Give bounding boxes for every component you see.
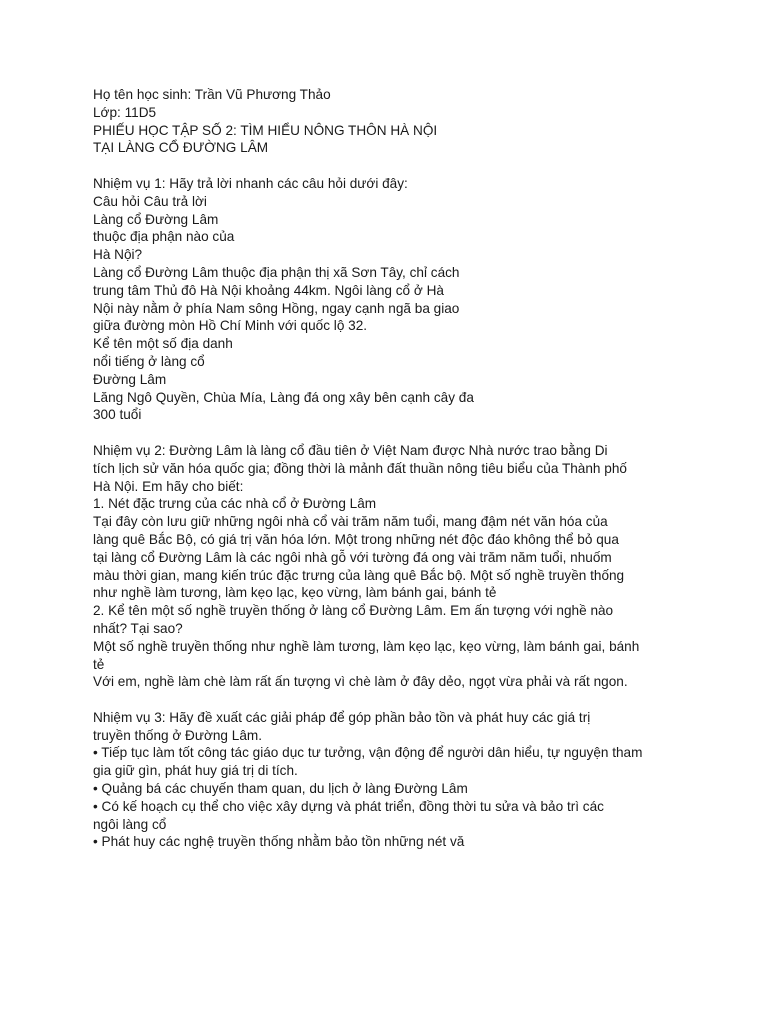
task-3-line: • Tiếp tục làm tốt công tác giáo dục tư tưởng, vận động để người dân hiểu, tự nguyện tham bbox=[93, 745, 643, 761]
task-2-line: Nhiệm vụ 2: Đường Lâm là làng cổ đầu tiên ở Việt Nam được Nhà nước trao bằng Di bbox=[93, 442, 608, 458]
task-1-line: Nội này nằm ở phía Nam sông Hồng, ngay cạnh ngã ba giao bbox=[93, 300, 460, 316]
task-2-line: 1. Nét đặc trưng của các nhà cổ ở Đường Lâm bbox=[93, 496, 377, 512]
task-2-line: Tại đây còn lưu giữ những ngôi nhà cổ vài trăm năm tuổi, mang đậm nét văn hóa của bbox=[93, 514, 608, 530]
task-2-line: làng quê Bắc Bộ, có giá trị văn hóa lớn. Một trong những nét độc đáo không thể bỏ qua bbox=[93, 531, 619, 547]
task-2-line: tích lịch sử văn hóa quốc gia; đồng thời là mảnh đất thuần nông tiêu biểu của Thành phố bbox=[93, 460, 627, 476]
task-1-line: giữa đường mòn Hồ Chí Minh với quốc lộ 32. bbox=[93, 318, 368, 334]
task-3-line: • Có kế hoạch cụ thể cho việc xây dựng và phát triển, đồng thời tu sửa và bảo trì các bbox=[93, 798, 604, 814]
task-3-line: • Phát huy các nghệ truyền thống nhằm bảo tồn những nét vă bbox=[93, 834, 465, 850]
task-2-line: 2. Kể tên một số nghề truyền thống ở làng cổ Đường Lâm. Em ấn tượng với nghề nào bbox=[93, 603, 614, 619]
task-1-line: thuộc địa phận nào của bbox=[93, 229, 235, 245]
task-1-section bbox=[93, 175, 683, 424]
task-3-line: truyền thống ở Đường Lâm. bbox=[93, 727, 262, 743]
task-3-line: gia giữ gìn, phát huy giá trị di tích. bbox=[93, 763, 298, 779]
task-1-line: Đường Lâm bbox=[93, 371, 167, 387]
task-2-line: tẻ bbox=[93, 656, 105, 672]
document-page bbox=[93, 86, 683, 851]
task-1-line: trung tâm Thủ đô Hà Nội khoảng 44km. Ngôi làng cổ ở Hà bbox=[93, 282, 444, 298]
task-3-line: • Quảng bá các chuyến tham quan, du lịch ở làng Đường Lâm bbox=[93, 781, 468, 797]
task-2-line: Hà Nội. Em hãy cho biết: bbox=[93, 478, 244, 494]
class-label: Lớp: 11D5 bbox=[93, 104, 157, 120]
task-1-line: 300 tuổi bbox=[93, 407, 142, 423]
task-3-line: ngôi làng cổ bbox=[93, 816, 167, 832]
task-2-line: Một số nghề truyền thống như nghề làm tương, làm kẹo lạc, kẹo vừng, làm bánh gai, bánh bbox=[93, 638, 640, 654]
task-2-line: như nghề làm tương, làm kẹo lạc, kẹo vừng, làm bánh gai, bánh tẻ bbox=[93, 585, 497, 601]
task-2-line: Với em, nghề làm chè làm rất ấn tượng vì chè làm ở đây dẻo, ngọt vừa phải và rất ngon. bbox=[93, 674, 628, 690]
paragraph-gap bbox=[93, 691, 683, 709]
paragraph-gap bbox=[93, 424, 683, 442]
worksheet-title-line-1: PHIẾU HỌC TẬP SỐ 2: TÌM HIỂU NÔNG THÔN HÀ NỘI bbox=[93, 122, 438, 138]
task-1-line: Làng cổ Đường Lâm thuộc địa phận thị xã Sơn Tây, chỉ cách bbox=[93, 264, 460, 280]
worksheet-title-line-2: TẠI LÀNG CỔ ĐƯỜNG LÂM bbox=[93, 140, 269, 156]
task-2-line: nhất? Tại sao? bbox=[93, 620, 183, 636]
task-3-section bbox=[93, 709, 683, 851]
task-1-line: Làng cổ Đường Lâm bbox=[93, 211, 219, 227]
task-1-line: nổi tiếng ở làng cổ bbox=[93, 353, 205, 369]
task-2-section bbox=[93, 442, 683, 691]
task-2-line: tại làng cổ Đường Lâm là các ngôi nhà gỗ với tường đá ong vài trăm năm tuổi, nhuốm bbox=[93, 549, 612, 565]
task-1-line: Câu hỏi Câu trả lời bbox=[93, 193, 207, 209]
task-2-line: màu thời gian, mang kiến trúc đặc trưng của làng quê Bắc bộ. Một số nghề truyền thống bbox=[93, 567, 625, 583]
student-name: Họ tên học sinh: Trần Vũ Phương Thảo bbox=[93, 87, 331, 102]
task-1-line: Kể tên một số địa danh bbox=[93, 336, 233, 352]
task-3-line: Nhiệm vụ 3: Hãy đề xuất các giải pháp để góp phần bảo tồn và phát huy các giá trị bbox=[93, 709, 591, 725]
task-1-line: Lăng Ngô Quyền, Chùa Mía, Làng đá ong xây bên cạnh cây đa bbox=[93, 389, 474, 405]
task-1-line: Nhiệm vụ 1: Hãy trả lời nhanh các câu hỏi dưới đây: bbox=[93, 175, 408, 191]
paragraph-gap bbox=[93, 157, 683, 175]
task-1-line: Hà Nội? bbox=[93, 247, 143, 263]
